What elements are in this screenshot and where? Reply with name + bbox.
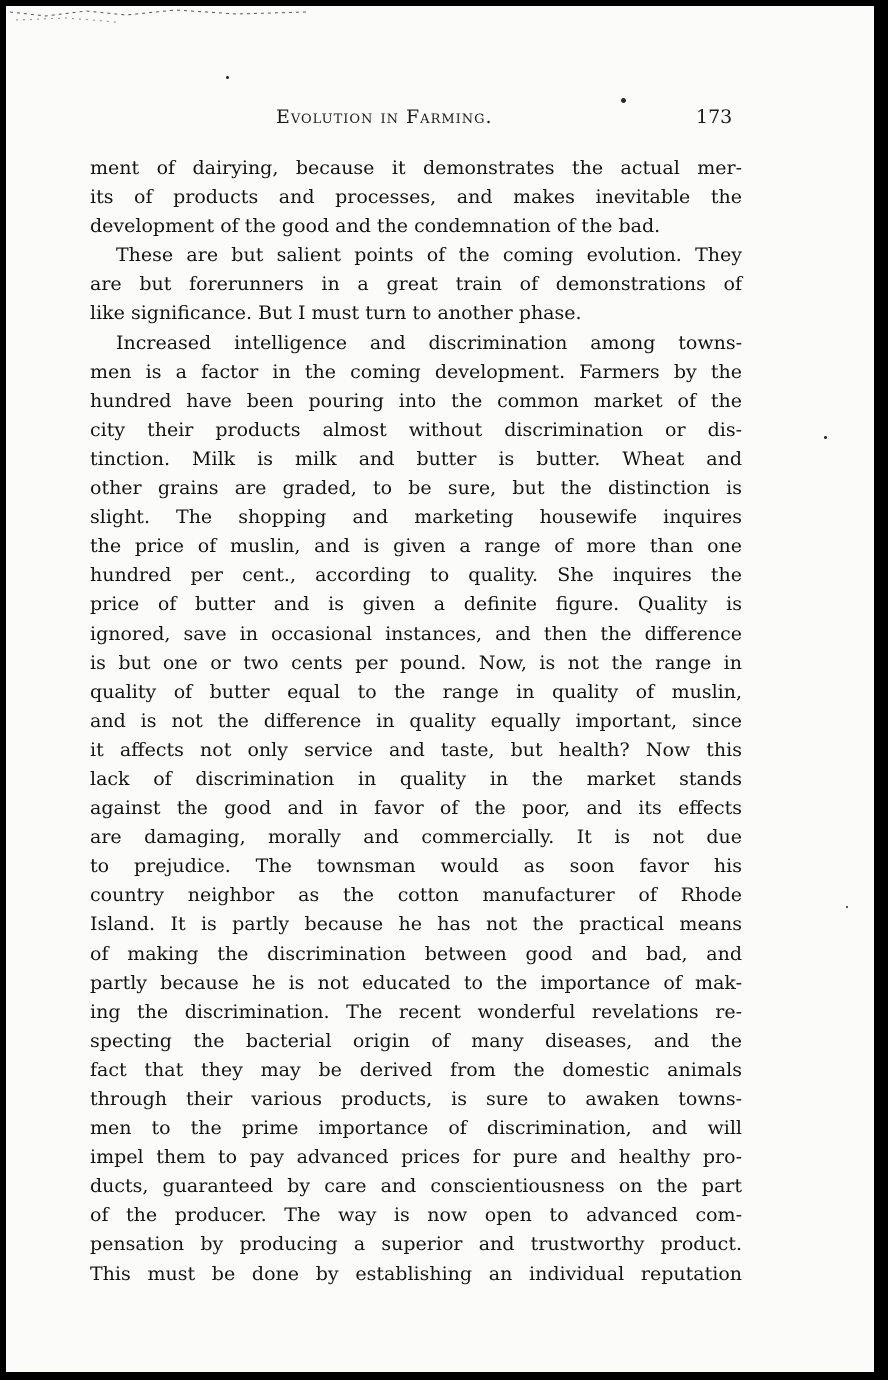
- text-line: price of butter and is given a definite figure. Quality is: [90, 593, 742, 616]
- text-line: ducts, guaranteed by care and conscientiousness on the part: [90, 1175, 742, 1198]
- running-header: [6, 106, 874, 136]
- text-line: men to the prime importance of discrimination, and will: [90, 1117, 742, 1140]
- ink-speck: [846, 906, 848, 908]
- text-line: Island. It is partly because he has not the practical means: [90, 913, 742, 936]
- text-line: hundred have been pouring into the common market of the: [90, 389, 742, 412]
- ink-speck: [621, 98, 626, 103]
- text-line: slight. The shopping and marketing housewife inquires: [90, 506, 742, 529]
- text-line: ment of dairying, because it demonstrates the actual mer-: [90, 157, 742, 179]
- text-line: specting the bacterial origin of many diseases, and the: [90, 1029, 742, 1052]
- text-line: pensation by producing a superior and trustworthy product.: [90, 1233, 742, 1256]
- text-line: development of the good and the condemnation of the bad.: [90, 215, 661, 238]
- ink-speck: [226, 76, 229, 79]
- text-line: are damaging, morally and commercially. It is not due: [90, 826, 742, 849]
- text-line: to prejudice. The townsman would as soon favor his: [90, 855, 742, 878]
- text-line: This must be done by establishing an individual reputation: [90, 1262, 742, 1285]
- text-line: other grains are graded, to be sure, but the distinction is: [90, 477, 742, 500]
- text-line: against the good and in favor of the poor, and its effects: [90, 797, 742, 820]
- scan-edge-noise: [6, 6, 336, 36]
- running-title: Evolution in Farming.: [276, 106, 493, 128]
- text-line: tinction. Milk is milk and butter is butter. Wheat and: [90, 447, 742, 470]
- text-line: is but one or two cents per pound. Now, is not the range in: [90, 651, 742, 674]
- page-number: 173: [696, 106, 733, 128]
- text-line: Increased intelligence and discrimination among towns-: [116, 331, 742, 354]
- text-line: and is not the difference in quality equally important, since: [90, 709, 742, 732]
- body-text: [90, 154, 742, 1289]
- ink-speck: [824, 436, 827, 439]
- text-line: lack of discrimination in quality in the market stands: [90, 767, 742, 790]
- text-line: the price of muslin, and is given a range of more than one: [90, 535, 742, 558]
- text-line: through their various products, is sure to awaken towns-: [90, 1088, 742, 1110]
- text-line: it affects not only service and taste, but health? Now this: [90, 738, 742, 761]
- text-line: ing the discrimination. The recent wonderful revelations re-: [90, 1000, 742, 1023]
- scanned-page: [6, 6, 874, 1372]
- text-line: quality of butter equal to the range in quality of muslin,: [90, 680, 742, 703]
- text-line: country neighbor as the cotton manufacturer of Rhode: [90, 884, 742, 907]
- text-line: of making the discrimination between good and bad, and: [90, 942, 742, 965]
- text-line: city their products almost without discrimination or dis-: [90, 418, 742, 441]
- text-line: of the producer. The way is now open to advanced com-: [90, 1204, 742, 1227]
- text-line: ignored, save in occasional instances, and then the difference: [90, 622, 742, 645]
- text-line: These are but salient points of the coming evolution. They: [116, 244, 742, 267]
- text-line: men is a factor in the coming development. Farmers by the: [90, 360, 742, 383]
- text-line: its of products and processes, and makes inevitable the: [90, 186, 742, 209]
- text-line: impel them to pay advanced prices for pure and healthy pro-: [90, 1146, 742, 1169]
- text-line: fact that they may be derived from the domestic animals: [90, 1058, 742, 1081]
- text-line: are but forerunners in a great train of demonstrations of: [90, 273, 742, 296]
- text-line: like significance. But I must turn to another phase.: [90, 302, 582, 325]
- text-line: partly because he is not educated to the importance of mak-: [90, 971, 742, 994]
- text-line: hundred per cent., according to quality. She inquires the: [90, 564, 742, 587]
